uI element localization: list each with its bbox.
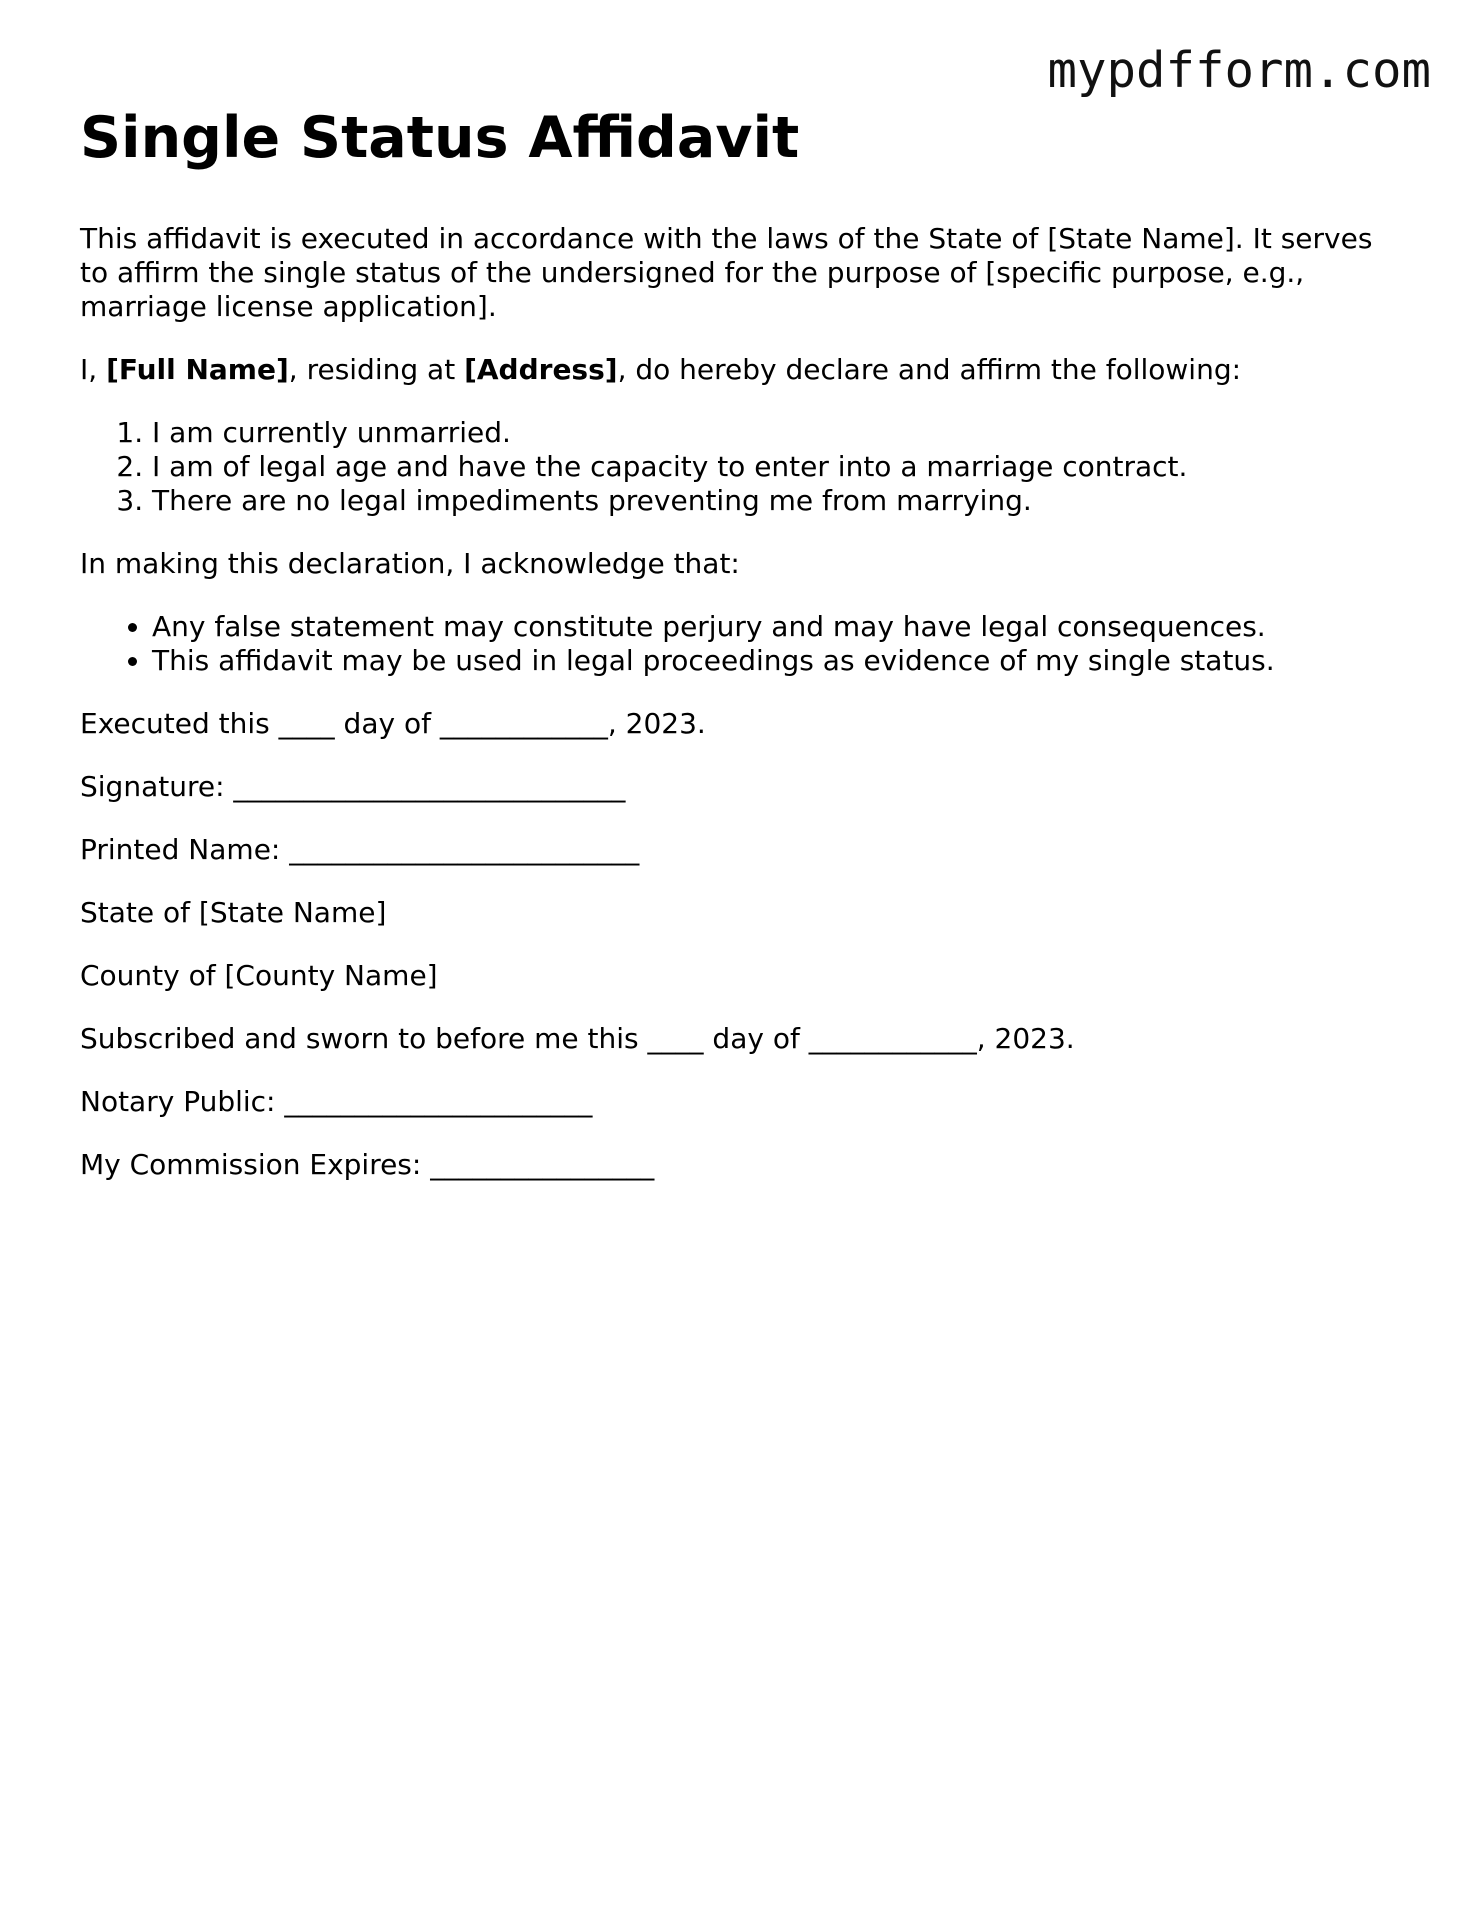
statement-item: 3. There are no legal impediments preventing me from marrying. — [152, 484, 1400, 518]
acknowledgement-list — [80, 610, 1400, 678]
acknowledge-intro: In making this declaration, I acknowledge that: — [80, 547, 740, 580]
declaration-middle: , residing at — [288, 353, 465, 386]
statement-item: 1. I am currently unmarried. — [152, 416, 1400, 450]
statement-list — [80, 416, 1400, 518]
acknowledgement-item: • This affidavit may be used in legal proceedings as evidence of my single status. — [152, 644, 1400, 678]
state-line: State of [State Name] — [80, 896, 387, 929]
commission-line: My Commission Expires: ________________ — [80, 1148, 655, 1181]
declaration-prefix: I, — [80, 353, 107, 386]
declaration-suffix: , do hereby declare and affirm the following: — [617, 353, 1242, 386]
document-body — [80, 106, 1400, 1211]
executed-line: Executed this ____ day of ____________, 2023. — [80, 707, 706, 740]
statement-item: 2. I am of legal age and have the capacity to enter into a marriage contract. — [152, 450, 1400, 484]
watermark-text: mypdfform.com — [1047, 42, 1431, 99]
notary-line: Notary Public: ______________________ — [80, 1085, 593, 1118]
acknowledgement-item: • Any false statement may constitute perjury and may have legal consequences. — [152, 610, 1400, 644]
declaration-paragraph — [80, 353, 1400, 387]
county-line: County of [County Name] — [80, 959, 438, 992]
intro-paragraph: This affidavit is executed in accordance with the laws of the State of [State Name]. It serves to affirm the single status of the undersigned for the purpose of [specific purpose, e.g., marriage license application]. — [80, 222, 1373, 323]
signature-line: Signature: ____________________________ — [80, 770, 626, 803]
printed-name-line: Printed Name: _________________________ — [80, 833, 640, 866]
document-title: Single Status Affidavit — [80, 105, 800, 171]
address-placeholder: [Address] — [464, 353, 618, 386]
full-name-placeholder: [Full Name] — [106, 353, 289, 386]
sworn-line: Subscribed and sworn to before me this ____ day of ____________, 2023. — [80, 1022, 1075, 1055]
